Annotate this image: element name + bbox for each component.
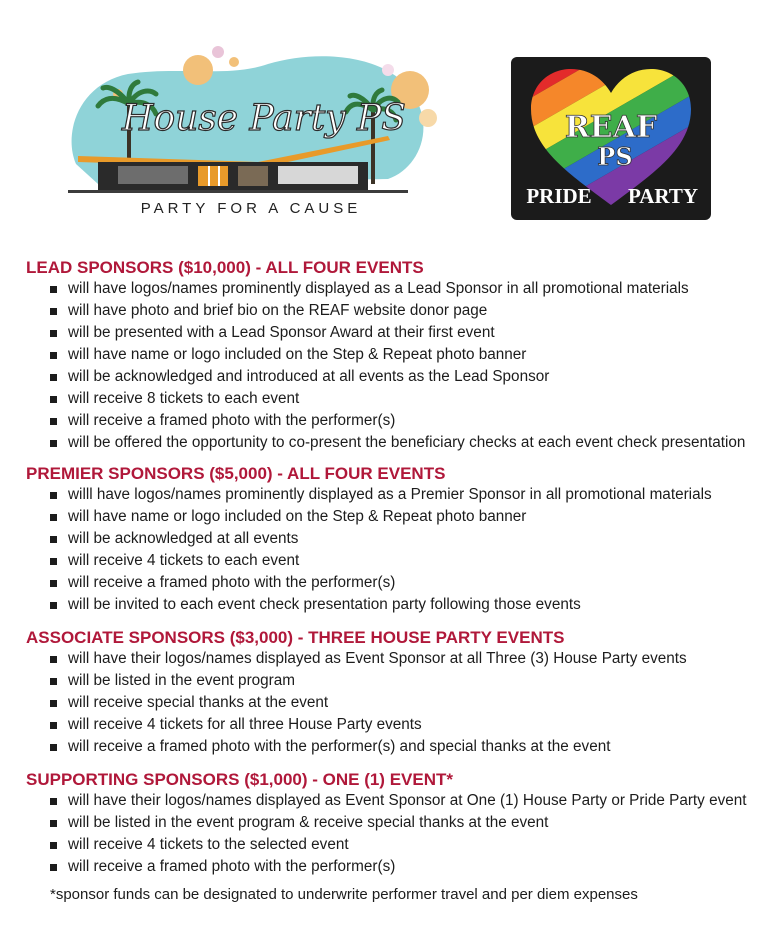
list-item: will have their logos/names displayed as Event Sponsor at all Three (3) House Party events [26,648,761,670]
pride-word: PRIDE [526,184,592,208]
list-item: will be invited to each event check presentation party following those events [26,594,761,616]
house-party-script-title: House Party PS [122,98,406,139]
list-item: will be acknowledged and introduced at all events as the Lead Sponsor [26,366,761,388]
house-party-illustration [58,44,444,204]
benefit-list [26,278,761,454]
section-title: PREMIER SPONSORS ($5,000) - ALL FOUR EVENTS [26,464,446,483]
list-item: will receive special thanks at the event [26,692,761,714]
list-item: will have logos/names prominently displayed as a Lead Sponsor in all promotional materials [26,278,761,300]
list-item: will receive a framed photo with the performer(s) [26,856,761,878]
list-item: will have name or logo included on the Step & Repeat photo banner [26,344,761,366]
premier-sponsors-section [26,464,761,616]
list-item: will be listed in the event program & receive special thanks at the event [26,812,761,834]
list-item: will have photo and brief bio on the REAF website donor page [26,300,761,322]
section-title: LEAD SPONSORS ($10,000) - ALL FOUR EVENTS [26,258,424,277]
party-word: PARTY [627,184,699,208]
benefit-list [26,648,761,758]
list-item: will receive 4 tickets for all three House Party events [26,714,761,736]
list-item: willl have logos/names prominently displayed as a Premier Sponsor in all promotional materials [26,484,761,506]
house-party-ps-logo [58,44,444,226]
reaf-wordmark: REAF [564,110,658,145]
section-title: SUPPORTING SPONSORS ($1,000) - ONE (1) EVENT* [26,770,453,789]
house-party-tagline: PARTY FOR A CAUSE [140,200,362,217]
list-item: will be acknowledged at all events [26,528,761,550]
sponsorship-levels [26,258,761,906]
section-title: ASSOCIATE SPONSORS ($3,000) - THREE HOUSE PARTY EVENTS [26,628,565,647]
benefit-list [26,484,761,616]
list-item: will receive 4 tickets to each event [26,550,761,572]
reaf-ps-text: PS [597,142,633,171]
associate-sponsors-section [26,628,761,758]
list-item: will receive 4 tickets to the selected event [26,834,761,856]
list-item: will receive 8 tickets to each event [26,388,761,410]
list-item: will be offered the opportunity to co-present the beneficiary checks at each event check presentation [26,432,761,454]
supporting-sponsors-section [26,770,761,878]
list-item: will be presented with a Lead Sponsor Award at their first event [26,322,761,344]
footnote: *sponsor funds can be designated to underwrite performer travel and per diem expenses [50,886,638,903]
list-item: will have their logos/names displayed as Event Sponsor at One (1) House Party or Pride Party event [26,790,761,812]
list-item: will receive a framed photo with the performer(s) [26,572,761,594]
reaf-heart-illustration [511,57,711,220]
list-item: will have name or logo included on the Step & Repeat photo banner [26,506,761,528]
list-item: will receive a framed photo with the performer(s) and special thanks at the event [26,736,761,758]
sun-circle-icon [183,55,213,85]
reaf-pride-party-logo [511,57,711,220]
list-item: will receive a framed photo with the performer(s) [26,410,761,432]
list-item: will be listed in the event program [26,670,761,692]
benefit-list [26,790,761,878]
lead-sponsors-section [26,258,761,454]
